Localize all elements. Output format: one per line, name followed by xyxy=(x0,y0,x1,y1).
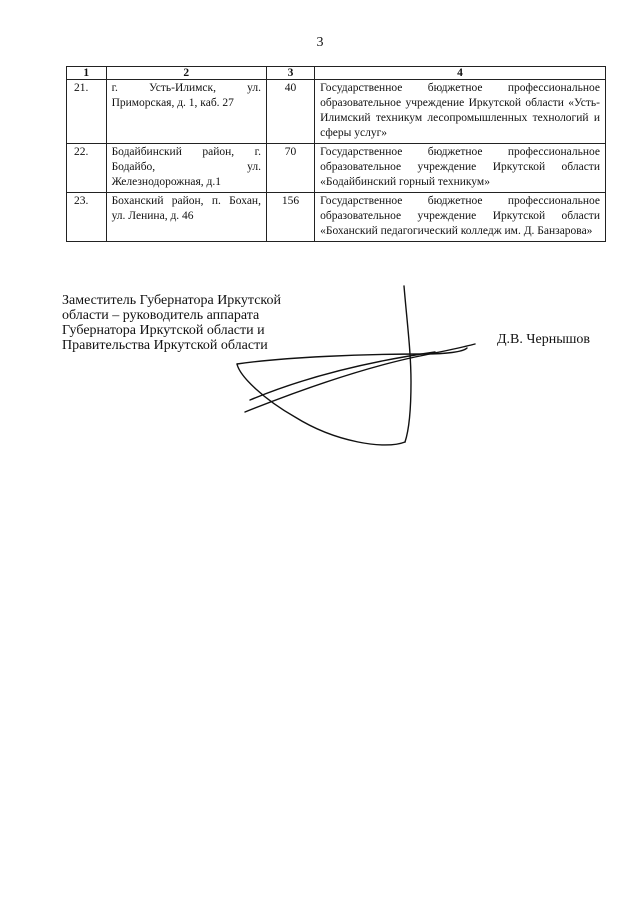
row-organization: Государственное бюджетное профессиональное образовательное учреждение Иркутской области «Бодайбинский горный техникум» xyxy=(315,144,606,193)
row-organization: Государственное бюджетное профессиональное образовательное учреждение Иркутской области «Боханский педагогический колледж им. Д. Банзарова» xyxy=(315,193,606,242)
table-row xyxy=(67,80,606,144)
row-address: Бодайбинский район, г. Бодайбо, ул. Железнодорожная, д.1 xyxy=(106,144,266,193)
row-number: 21. xyxy=(67,80,107,144)
position-line: Правительства Иркутской области xyxy=(62,338,268,353)
row-seats: 156 xyxy=(266,193,314,242)
position-line: области – руководитель аппарата xyxy=(62,308,260,323)
position-line: Заместитель Губернатора Иркутской xyxy=(62,293,281,308)
position-line: Губернатора Иркутской области и xyxy=(62,323,265,338)
column-header-4: 4 xyxy=(315,67,606,80)
column-header-2: 2 xyxy=(106,67,266,80)
institutions-table xyxy=(66,66,606,242)
row-address: Боханский район, п. Бохан, ул. Ленина, д. 46 xyxy=(106,193,266,242)
row-seats: 40 xyxy=(266,80,314,144)
column-header-1: 1 xyxy=(67,67,107,80)
table-row xyxy=(67,144,606,193)
signer-name: Д.В. Чернышов xyxy=(497,332,590,347)
table-header-row xyxy=(67,67,606,80)
row-number: 23. xyxy=(67,193,107,242)
table-row xyxy=(67,193,606,242)
row-organization: Государственное бюджетное профессиональное образовательное учреждение Иркутской области «Усть-Илимский техникум лесопромышленных технологий и сферы услуг» xyxy=(315,80,606,144)
row-seats: 70 xyxy=(266,144,314,193)
handwritten-signature xyxy=(225,282,485,462)
column-header-3: 3 xyxy=(266,67,314,80)
row-address: г. Усть-Илимск, ул. Приморская, д. 1, каб. 27 xyxy=(106,80,266,144)
page-number: 3 xyxy=(316,35,324,50)
row-number: 22. xyxy=(67,144,107,193)
